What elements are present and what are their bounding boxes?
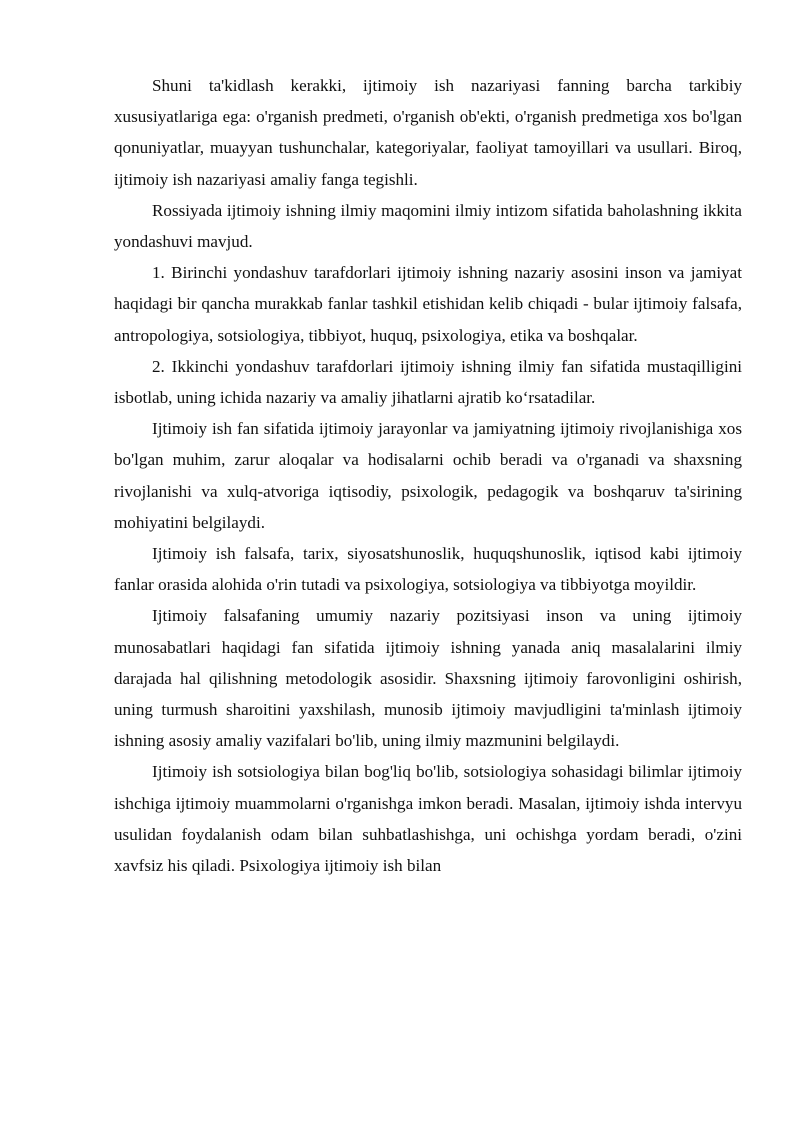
paragraph: Ijtimoiy ish fan sifatida ijtimoiy jarayonlar va jamiyatning ijtimoiy rivojlanishiga xos bo'lgan muhim, zarur aloqalar va hodisalarni ochib beradi va o'rganadi va shaxsning rivojlanishi va xulq-atvoriga iqtisodiy, psixologik, pedagogik va boshqaruv ta'sirining mohiyatini belgilaydi. bbox=[114, 419, 742, 532]
paragraph: Rossiyada ijtimoiy ishning ilmiy maqomini ilmiy intizom sifatida baholashning ikkita yondashuvi mavjud. bbox=[114, 200, 742, 252]
paragraph: 1. Birinchi yondashuv tarafdorlari ijtimoiy ishning nazariy asosini inson va jamiyat haqidagi bir qancha murakkab fanlar tashkil etishidan kelib chiqadi - bular ijtimoiy falsafa, antropologiya, sotsiologiya, tibbiyot, huquq, psixologiya, etika va boshqalar. bbox=[114, 263, 742, 345]
paragraph: Shuni ta'kidlash kerakki, ijtimoiy ish nazariyasi fanning barcha tarkibiy xususiyatlariga ega: o'rganish predmeti, o'rganish ob'ekti, o'rganish predmetiga xos bo'lgan qonuniyatlar, muayyan tushunchalar, kategoriyalar, faoliyat tamoyillari va usullari. Biroq, ijtimoiy ish nazariyasi amaliy fanga tegishli. bbox=[114, 76, 742, 189]
paragraph: 2. Ikkinchi yondashuv tarafdorlari ijtimoiy ishning ilmiy fan sifatida mustaqilligini isbotlab, uning ichida nazariy va amaliy jihatlarni ajratib ko‘rsatadilar. bbox=[114, 356, 742, 408]
paragraph: Ijtimoiy falsafaning umumiy nazariy pozitsiyasi inson va uning ijtimoiy munosabatlari haqidagi fan sifatida ijtimoiy ishning yanada aniq masalalarini ilmiy darajada hal qilishning metodologik asosidir. Shaxsning ijtimoiy farovonligini oshirish, uning turmush sharoitini yaxshilash, munosib ijtimoiy mavjudligini ta'minlash ijtimoiy ishning asosiy amaliy vazifalari bo'lib, uning ilmiy mazmunini belgilaydi. bbox=[114, 606, 742, 751]
paragraph: Ijtimoiy ish sotsiologiya bilan bog'liq bo'lib, sotsiologiya sohasidagi bilimlar ijtimoiy ishchiga ijtimoiy muammolarni o'rganishga imkon beradi. Masalan, ijtimoiy ishda intervyu usulidan foydalanish odam bilan suhbatlashishga, uni ochishga yordam beradi, o'zini xavfsiz his qiladi. Psixologiya ijtimoiy ish bilan bbox=[114, 762, 742, 876]
paragraph: Ijtimoiy ish falsafa, tarix, siyosatshunoslik, huquqshunoslik, iqtisod kabi ijtimoiy fanlar orasida alohida o'rin tutadi va psixologiya, sotsiologiya va tibbiyotga moyildir. bbox=[114, 544, 742, 595]
document-page bbox=[114, 70, 742, 881]
